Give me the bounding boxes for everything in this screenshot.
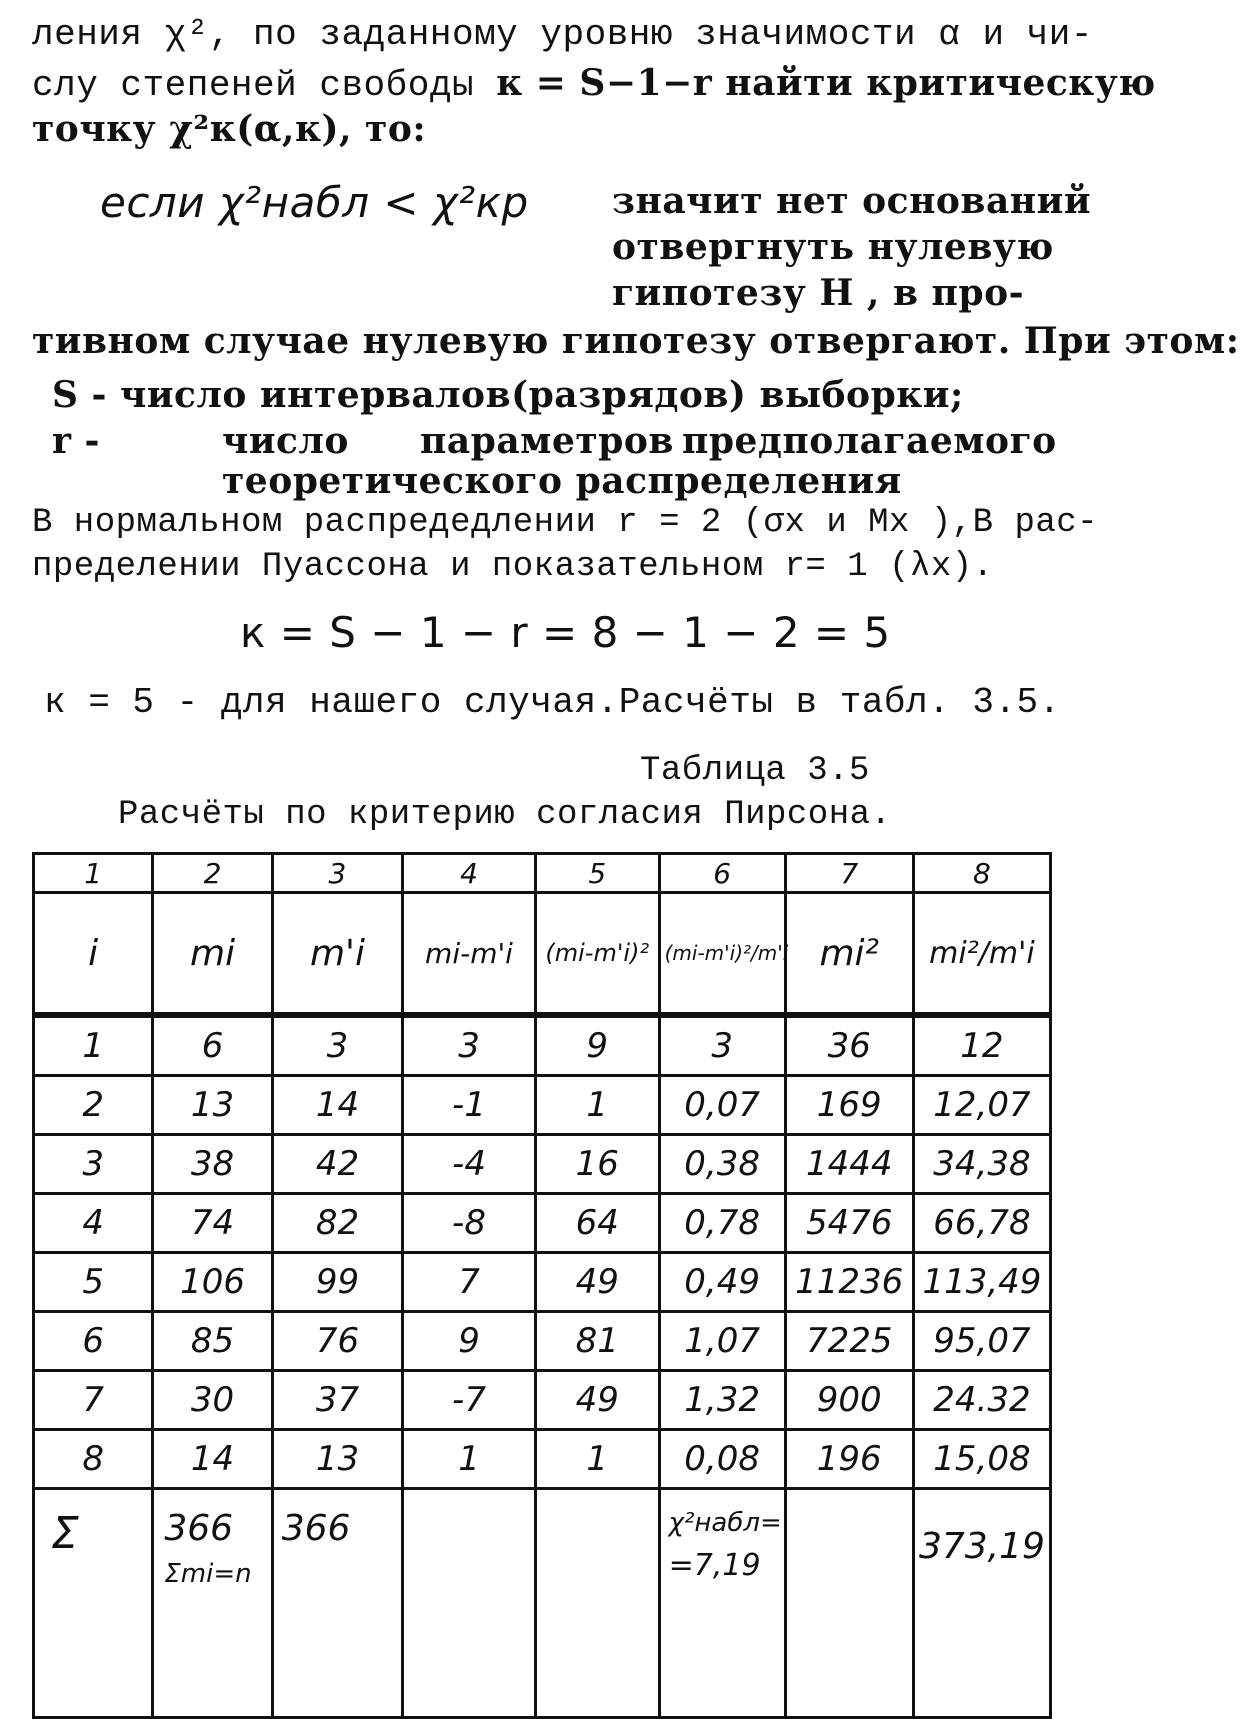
table-cell: 9 xyxy=(535,1015,659,1076)
table-cell: 7 xyxy=(403,1253,536,1312)
header-i: i xyxy=(34,893,153,1016)
table-cell: 5476 xyxy=(785,1194,913,1253)
table-cell: 13 xyxy=(272,1430,402,1489)
table-cell: 3 xyxy=(403,1015,536,1076)
table-cell: 99 xyxy=(272,1253,402,1312)
table-cell: 113,49 xyxy=(913,1253,1050,1312)
table-cell: 106 xyxy=(153,1253,272,1312)
table-cell: 14 xyxy=(153,1430,272,1489)
table-cell: 5 xyxy=(34,1253,153,1312)
text-line-8: S - число интервалов(разрядов) выборки; xyxy=(52,374,964,416)
header-m: mi xyxy=(153,893,272,1016)
text-line-9-b: число xyxy=(222,420,349,462)
table-label: Таблица 3.5 xyxy=(640,752,870,790)
table-cell: 66,78 xyxy=(913,1194,1050,1253)
sum-m: 366 xyxy=(164,1508,234,1549)
table-cell: 81 xyxy=(535,1312,659,1371)
table-cell: 42 xyxy=(272,1135,402,1194)
table-body xyxy=(34,1015,1051,1489)
sum-m-cell xyxy=(153,1489,272,1718)
table-cell: 4 xyxy=(34,1194,153,1253)
table-cell: 0,08 xyxy=(659,1430,785,1489)
table-cell: 11236 xyxy=(785,1253,913,1312)
col-number: 4 xyxy=(403,854,536,893)
table-cell: 14 xyxy=(272,1076,402,1135)
table-cell: 1 xyxy=(535,1076,659,1135)
table-cell: -7 xyxy=(403,1371,536,1430)
table-row xyxy=(34,1076,1051,1135)
condition-text-3: гипотезу H , в про- xyxy=(612,272,1025,314)
pearson-table xyxy=(32,852,1052,1719)
sum-chi-value: =7,19 xyxy=(668,1548,761,1583)
table-cell: 13 xyxy=(153,1076,272,1135)
table-row xyxy=(34,1194,1051,1253)
text-line-7: тивном случае нулевую гипотезу отвергают. При этом: xyxy=(32,320,1240,362)
text-line-11: В нормальном распредедлении r = 2 (σx и Mx ),В рас- xyxy=(32,504,1099,542)
table-cell: 1 xyxy=(34,1015,153,1076)
table-row xyxy=(34,1430,1051,1489)
table-cell: 82 xyxy=(272,1194,402,1253)
table-cell: -8 xyxy=(403,1194,536,1253)
text-line-9-c: параметров xyxy=(420,420,674,462)
table-cell: 6 xyxy=(34,1312,153,1371)
table-cell: 74 xyxy=(153,1194,272,1253)
table-header-row xyxy=(34,893,1051,1016)
table-cell: 36 xyxy=(785,1015,913,1076)
table-caption: Расчёты по критерию согласия Пирсона. xyxy=(118,796,892,834)
table-cell: 3 xyxy=(272,1015,402,1076)
table-row xyxy=(34,1135,1051,1194)
condition-text-2: отвергнуть нулевую xyxy=(612,226,1054,268)
table-cell: 12,07 xyxy=(913,1076,1050,1135)
header-ratio: (mi-m'i)²/m'i xyxy=(659,893,785,1016)
col-number: 5 xyxy=(535,854,659,893)
table-cell: 37 xyxy=(272,1371,402,1430)
sum-last: 373,19 xyxy=(913,1489,1050,1718)
table-cell: 0,78 xyxy=(659,1194,785,1253)
col-number: 3 xyxy=(272,854,402,893)
table-cell: 7 xyxy=(34,1371,153,1430)
header-m-squared: mi² xyxy=(785,893,913,1016)
table-cell: 64 xyxy=(535,1194,659,1253)
sum-empty xyxy=(535,1489,659,1718)
table-cell: 0,38 xyxy=(659,1135,785,1194)
table-cell: 0,49 xyxy=(659,1253,785,1312)
table-cell: 0,07 xyxy=(659,1076,785,1135)
col-number: 2 xyxy=(153,854,272,893)
table-cell: 900 xyxy=(785,1371,913,1430)
table-cell: 34,38 xyxy=(913,1135,1050,1194)
table-cell: 76 xyxy=(272,1312,402,1371)
table-row xyxy=(34,1371,1051,1430)
text-line-3: точку χ²к(α,к), то: xyxy=(32,108,427,150)
table-cell: 3 xyxy=(34,1135,153,1194)
col-number: 7 xyxy=(785,854,913,893)
sum-empty xyxy=(403,1489,536,1718)
table-cell: 49 xyxy=(535,1371,659,1430)
text-line-14: к = 5 - для нашего случая.Расчёты в табл. 3.5. xyxy=(44,682,1061,723)
k-formula: к = S − 1 − r = 8 − 1 − 2 = 5 xyxy=(240,608,891,657)
header-m-squared-ratio: mi²/m'i xyxy=(913,893,1050,1016)
sum-symbol: Σ xyxy=(34,1489,153,1718)
table-cell: 1444 xyxy=(785,1135,913,1194)
col-number: 1 xyxy=(34,854,153,893)
table-row xyxy=(34,1253,1051,1312)
table-cell: 8 xyxy=(34,1430,153,1489)
table-cell: 12 xyxy=(913,1015,1050,1076)
table-cell: 169 xyxy=(785,1076,913,1135)
table-cell: 7225 xyxy=(785,1312,913,1371)
table-column-numbers xyxy=(34,854,1051,893)
table-cell: 1 xyxy=(535,1430,659,1489)
text-line-2 xyxy=(32,62,1156,106)
text-line-9-a: r - xyxy=(52,420,100,462)
header-difference-squared: (mi-m'i)² xyxy=(535,893,659,1016)
table-cell: 24.32 xyxy=(913,1371,1050,1430)
table-cell: 6 xyxy=(153,1015,272,1076)
table-sum-row xyxy=(34,1489,1051,1718)
table-cell: 49 xyxy=(535,1253,659,1312)
table-cell: 30 xyxy=(153,1371,272,1430)
condition-formula: если χ²набл < χ²кр xyxy=(100,178,529,227)
table-cell: 1,07 xyxy=(659,1312,785,1371)
table-cell: 3 xyxy=(659,1015,785,1076)
text-line-12: пределении Пуассона и показательном r= 1 (λx). xyxy=(32,548,994,586)
sum-m-prime: 366 xyxy=(272,1489,402,1718)
table-cell: 38 xyxy=(153,1135,272,1194)
col-number: 8 xyxy=(913,854,1050,893)
header-difference: mi-m'i xyxy=(403,893,536,1016)
text-line-2-a: слу степеней свободы xyxy=(32,65,497,106)
table-cell: -4 xyxy=(403,1135,536,1194)
sum-empty xyxy=(785,1489,913,1718)
table-cell: 85 xyxy=(153,1312,272,1371)
text-line-9-d: предполагаемого xyxy=(682,420,1057,462)
sum-m-note: Σmi=n xyxy=(164,1559,252,1589)
table-row xyxy=(34,1015,1051,1076)
text-line-1: ления χ², по заданному уровню значимости α и чи- xyxy=(32,14,1093,55)
sum-chi-label: χ²набл= xyxy=(668,1508,782,1538)
table-cell: 15,08 xyxy=(913,1430,1050,1489)
text-line-2-b: к = S−1−r найти критическую xyxy=(496,62,1156,104)
table-cell: 95,07 xyxy=(913,1312,1050,1371)
table-row xyxy=(34,1312,1051,1371)
table-cell: 9 xyxy=(403,1312,536,1371)
condition-text-1: значит нет оснований xyxy=(612,180,1092,222)
header-m-prime: m'i xyxy=(272,893,402,1016)
table-cell: -1 xyxy=(403,1076,536,1135)
table-cell: 196 xyxy=(785,1430,913,1489)
table-cell: 1,32 xyxy=(659,1371,785,1430)
table-cell: 1 xyxy=(403,1430,536,1489)
table-cell: 16 xyxy=(535,1135,659,1194)
table-cell: 2 xyxy=(34,1076,153,1135)
col-number: 6 xyxy=(659,854,785,893)
sum-chi-cell xyxy=(659,1489,785,1718)
text-line-10: теоретического распределения xyxy=(222,460,902,502)
